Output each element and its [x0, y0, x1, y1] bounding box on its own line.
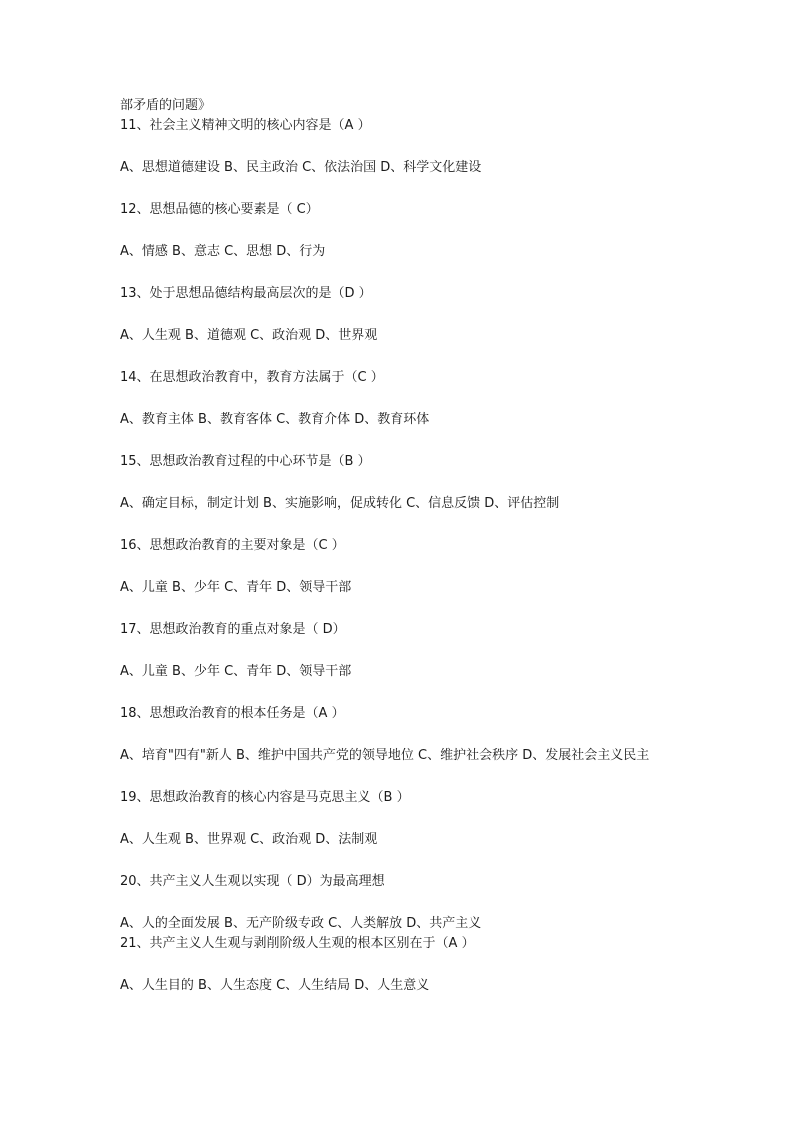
options-21: A、人生目的 B、人生态度 C、人生结局 D、人生意义: [120, 978, 430, 993]
question-16: 16、思想政治教育的主要对象是（C ）: [120, 538, 345, 553]
options-17: A、儿童 B、少年 C、青年 D、领导干部: [120, 664, 352, 679]
options-13: A、人生观 B、道德观 C、政治观 D、世界观: [120, 328, 378, 343]
question-11: 11、社会主义精神文明的核心内容是（A ）: [120, 118, 371, 133]
question-15: 15、思想政治教育过程的中心环节是（B ）: [120, 454, 371, 469]
options-12: A、情感 B、意志 C、思想 D、行为: [120, 244, 326, 259]
question-14: 14、在思想政治教育中，教育方法属于（C ）: [120, 370, 384, 385]
options-14: A、教育主体 B、教育客体 C、教育介体 D、教育环体: [120, 412, 430, 427]
document-page: [120, 96, 685, 996]
question-20: 20、共产主义人生观以实现（ D）为最高理想: [120, 874, 385, 889]
question-17: 17、思想政治教育的重点对象是（ D）: [120, 622, 346, 637]
question-12: 12、思想品德的核心要素是（ C）: [120, 202, 319, 217]
options-20: A、人的全面发展 B、无产阶级专政 C、人类解放 D、共产主义: [120, 916, 482, 931]
question-19: 19、思想政治教育的核心内容是马克思主义（B ）: [120, 790, 410, 805]
heading-fragment: 部矛盾的问题》: [120, 98, 212, 113]
options-16: A、儿童 B、少年 C、青年 D、领导干部: [120, 580, 352, 595]
options-15: A、确定目标，制定计划 B、实施影响，促成转化 C、信息反馈 D、评估控制: [120, 496, 560, 511]
options-18: A、培育"四有"新人 B、维护中国共产党的领导地位 C、维护社会秩序 D、发展社会主义民主: [120, 748, 650, 763]
options-11: A、思想道德建设 B、民主政治 C、依法治国 D、科学文化建设: [120, 160, 482, 175]
options-19: A、人生观 B、世界观 C、政治观 D、法制观: [120, 832, 378, 847]
question-13: 13、处于思想品德结构最高层次的是（D ）: [120, 286, 372, 301]
question-21: 21、共产主义人生观与剥削阶级人生观的根本区别在于（A ）: [120, 936, 475, 951]
question-18: 18、思想政治教育的根本任务是（A ）: [120, 706, 345, 721]
